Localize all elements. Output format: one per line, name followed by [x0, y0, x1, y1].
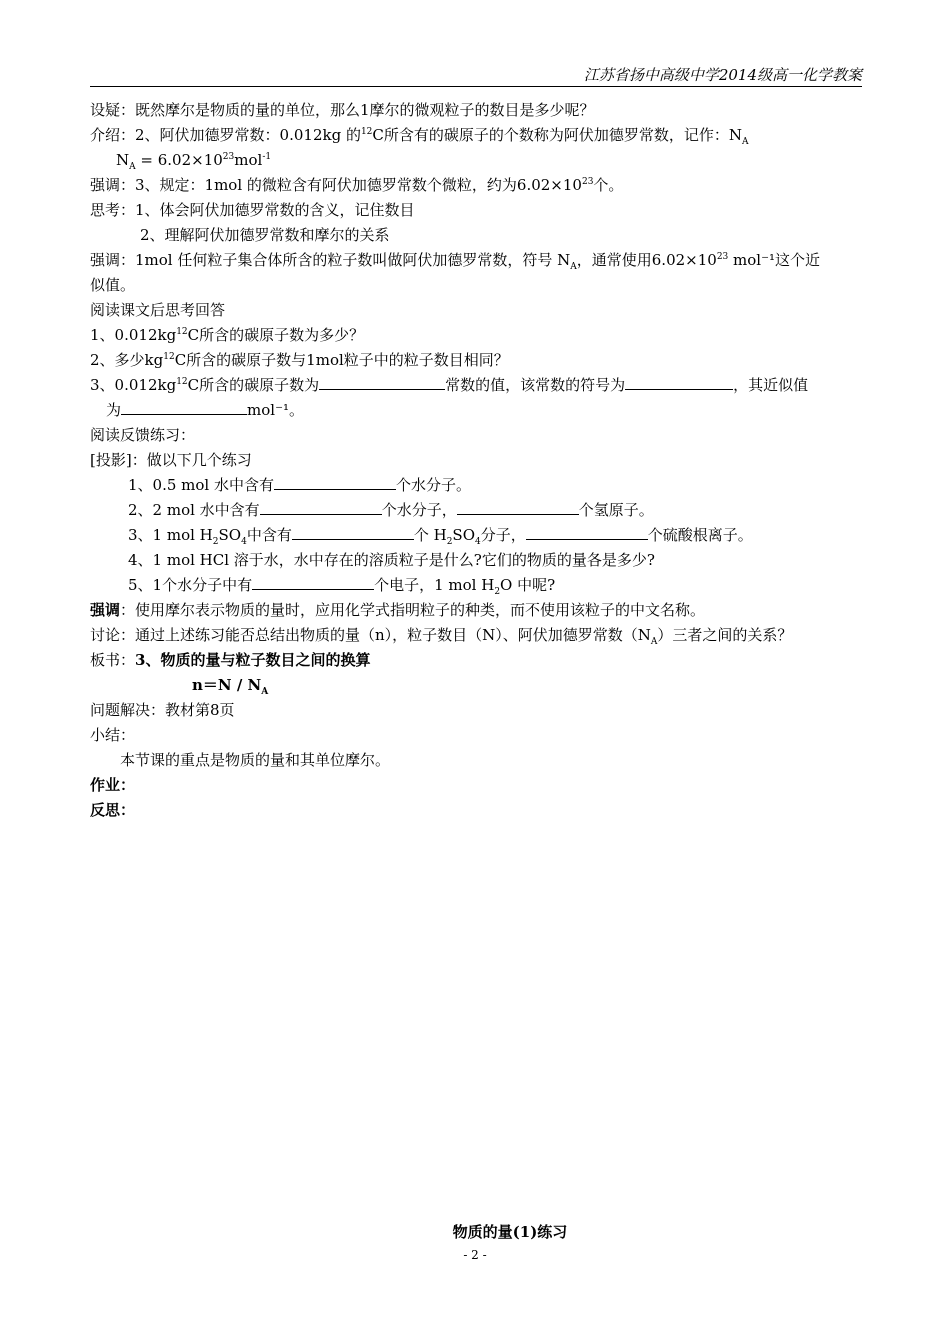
line-text: 1、0.5 mol 水中含有 [128, 476, 274, 494]
header-title: 江苏省扬中高级中学2014级高一化学教案 [583, 66, 862, 84]
fill-blank[interactable] [252, 575, 374, 590]
fill-blank[interactable] [457, 500, 579, 515]
line-text: 思考：1、体会阿伏加德罗常数的含义，记住数目 [90, 201, 415, 219]
superscript: -1 [262, 152, 272, 162]
line-text: 板书： [90, 651, 136, 669]
line-text: 个硫酸根离子。 [647, 526, 753, 544]
page-header [90, 66, 862, 87]
line-text: mol⁻¹。 [247, 401, 304, 419]
text-line [90, 125, 870, 145]
text-line [90, 250, 870, 270]
line-text: 问题解决：教材第8页 [90, 701, 235, 719]
text-line [90, 700, 870, 720]
line-text: 1、0.012kg [90, 326, 177, 344]
subscript: 2 [446, 537, 453, 547]
line-text: 阅读反馈练习： [90, 426, 196, 444]
text-line [90, 775, 870, 795]
fill-blank[interactable] [292, 525, 414, 540]
line-text: 讨论：通过上述练习能否总结出物质的量（n），粒子数目（N）、阿伏加德罗常数（N [90, 626, 651, 644]
text-line [90, 200, 870, 220]
text-line [90, 300, 870, 320]
line-text: 强调 [90, 601, 121, 619]
line-text: 2、多少kg [90, 351, 164, 369]
line-text: 个水分子， [381, 501, 457, 519]
line-text: n＝N / N [192, 676, 262, 694]
text-line [90, 350, 870, 370]
line-text: 作业： [90, 776, 136, 794]
fill-blank[interactable] [526, 525, 648, 540]
superscript: 23 [222, 152, 235, 162]
page-number: - 2 - [463, 1248, 487, 1262]
text-line [90, 175, 870, 195]
line-text: 4、1 mol HCl 溶于水，水中存在的溶质粒子是什么?它们的物质的量各是多少? [128, 551, 655, 569]
line-text: 为 [106, 401, 122, 419]
subscript: 2 [494, 587, 501, 597]
subscript: 4 [475, 537, 481, 547]
line-text: mol [234, 151, 263, 169]
line-text: SO [452, 526, 475, 544]
text-line [90, 100, 870, 120]
line-text: 个水分子。 [396, 476, 472, 494]
line-text: 3、1 mol H [128, 526, 213, 544]
line-text: ：使用摩尔表示物质的量时，应用化学式指明粒子的种类，而不使用该粒子的中文名称。 [120, 601, 706, 619]
superscript: 12 [360, 127, 373, 137]
subscript: 2 [212, 537, 219, 547]
line-text: ）三者之间的关系？ [657, 626, 793, 644]
line-text: 介绍：2、阿伏加德罗常数：0.012kg 的 [90, 126, 361, 144]
superscript: 12 [176, 327, 188, 337]
line-text: 小结： [90, 726, 136, 744]
text-line [120, 750, 900, 770]
text-line [128, 550, 908, 570]
line-text: SO [218, 526, 242, 544]
line-text: 2、理解阿伏加德罗常数和摩尔的关系 [140, 226, 390, 244]
line-text: mol⁻¹这个近 [728, 251, 821, 269]
fill-blank[interactable] [121, 400, 247, 415]
line-text: C所含的碳原子数与1mol粒子中的粒子数目相同？ [174, 351, 509, 369]
text-line [128, 475, 908, 495]
subscript: 4 [241, 537, 247, 547]
text-line [140, 225, 920, 245]
line-text: [投影]：做以下几个练习 [90, 451, 252, 469]
line-text: N [116, 151, 130, 169]
fill-blank[interactable] [625, 375, 733, 390]
line-text: ，通常使用6.02×10 [576, 251, 717, 269]
text-line [90, 425, 870, 445]
text-line [90, 325, 870, 345]
text-line [116, 150, 896, 170]
line-text: 5、1个水分子中有 [128, 576, 253, 594]
line-text: 个 H [413, 526, 447, 544]
line-text: 常数的值，该常数的符号为 [445, 376, 626, 394]
line-text: 3、0.012kg [90, 376, 177, 394]
line-text: 中含有 [246, 526, 292, 544]
fill-blank[interactable] [274, 475, 396, 490]
text-line [90, 650, 870, 670]
line-text: C所含的碳原子数为 [187, 376, 320, 394]
fill-blank[interactable] [260, 500, 382, 515]
line-text: 反思： [90, 801, 136, 819]
line-text: 2、2 mol 水中含有 [128, 501, 260, 519]
text-line [128, 575, 908, 595]
line-text: 3、物质的量与粒子数目之间的换算 [135, 651, 371, 669]
text-line [90, 600, 870, 620]
text-line [90, 725, 870, 745]
line-text: O 中呢? [500, 576, 556, 594]
text-line [90, 375, 870, 395]
line-text: C所含有的碳原子的个数称为阿伏加德罗常数，记作：N [372, 126, 743, 144]
line-text: 似值。 [90, 276, 136, 294]
line-text: 强调：3、规定：1mol 的微粒含有阿伏加德罗常数个微粒，约为6.02×10 [90, 176, 582, 194]
footer-title: 物质的量(1)练习 [452, 1223, 568, 1241]
superscript: 12 [163, 352, 175, 362]
subscript: A [742, 137, 749, 147]
text-line [106, 400, 886, 420]
subscript: A [261, 687, 269, 697]
fill-blank[interactable] [319, 375, 445, 390]
superscript: 23 [716, 252, 729, 262]
line-text: ，其近似值 [733, 376, 809, 394]
text-line [128, 500, 908, 520]
line-text: 个电子，1 mol H [374, 576, 495, 594]
text-line [90, 450, 870, 470]
line-text: 分子， [480, 526, 526, 544]
line-text: 本节课的重点是物质的量和其单位摩尔。 [120, 751, 391, 769]
line-text: 个。 [593, 176, 624, 194]
line-text: = 6.02×10 [135, 151, 223, 169]
line-text: 阅读课文后思考回答 [90, 301, 226, 319]
superscript: 23 [581, 177, 594, 187]
formula [192, 675, 950, 695]
line-text: 强调：1mol 任何粒子集合体所含的粒子数叫做阿伏加德罗常数，符号 N [90, 251, 571, 269]
text-line [128, 525, 908, 545]
subscript: A [650, 637, 658, 647]
text-line [90, 275, 870, 295]
subscript: A [129, 162, 136, 172]
text-line [90, 800, 870, 820]
subscript: A [570, 262, 577, 272]
superscript: 12 [176, 377, 188, 387]
line-text: 个氢原子。 [578, 501, 654, 519]
text-line [90, 625, 870, 645]
line-text: C所含的碳原子数为多少？ [187, 326, 365, 344]
line-text: 设疑：既然摩尔是物质的量的单位，那么1摩尔的微观粒子的数目是多少呢？ [90, 101, 595, 119]
